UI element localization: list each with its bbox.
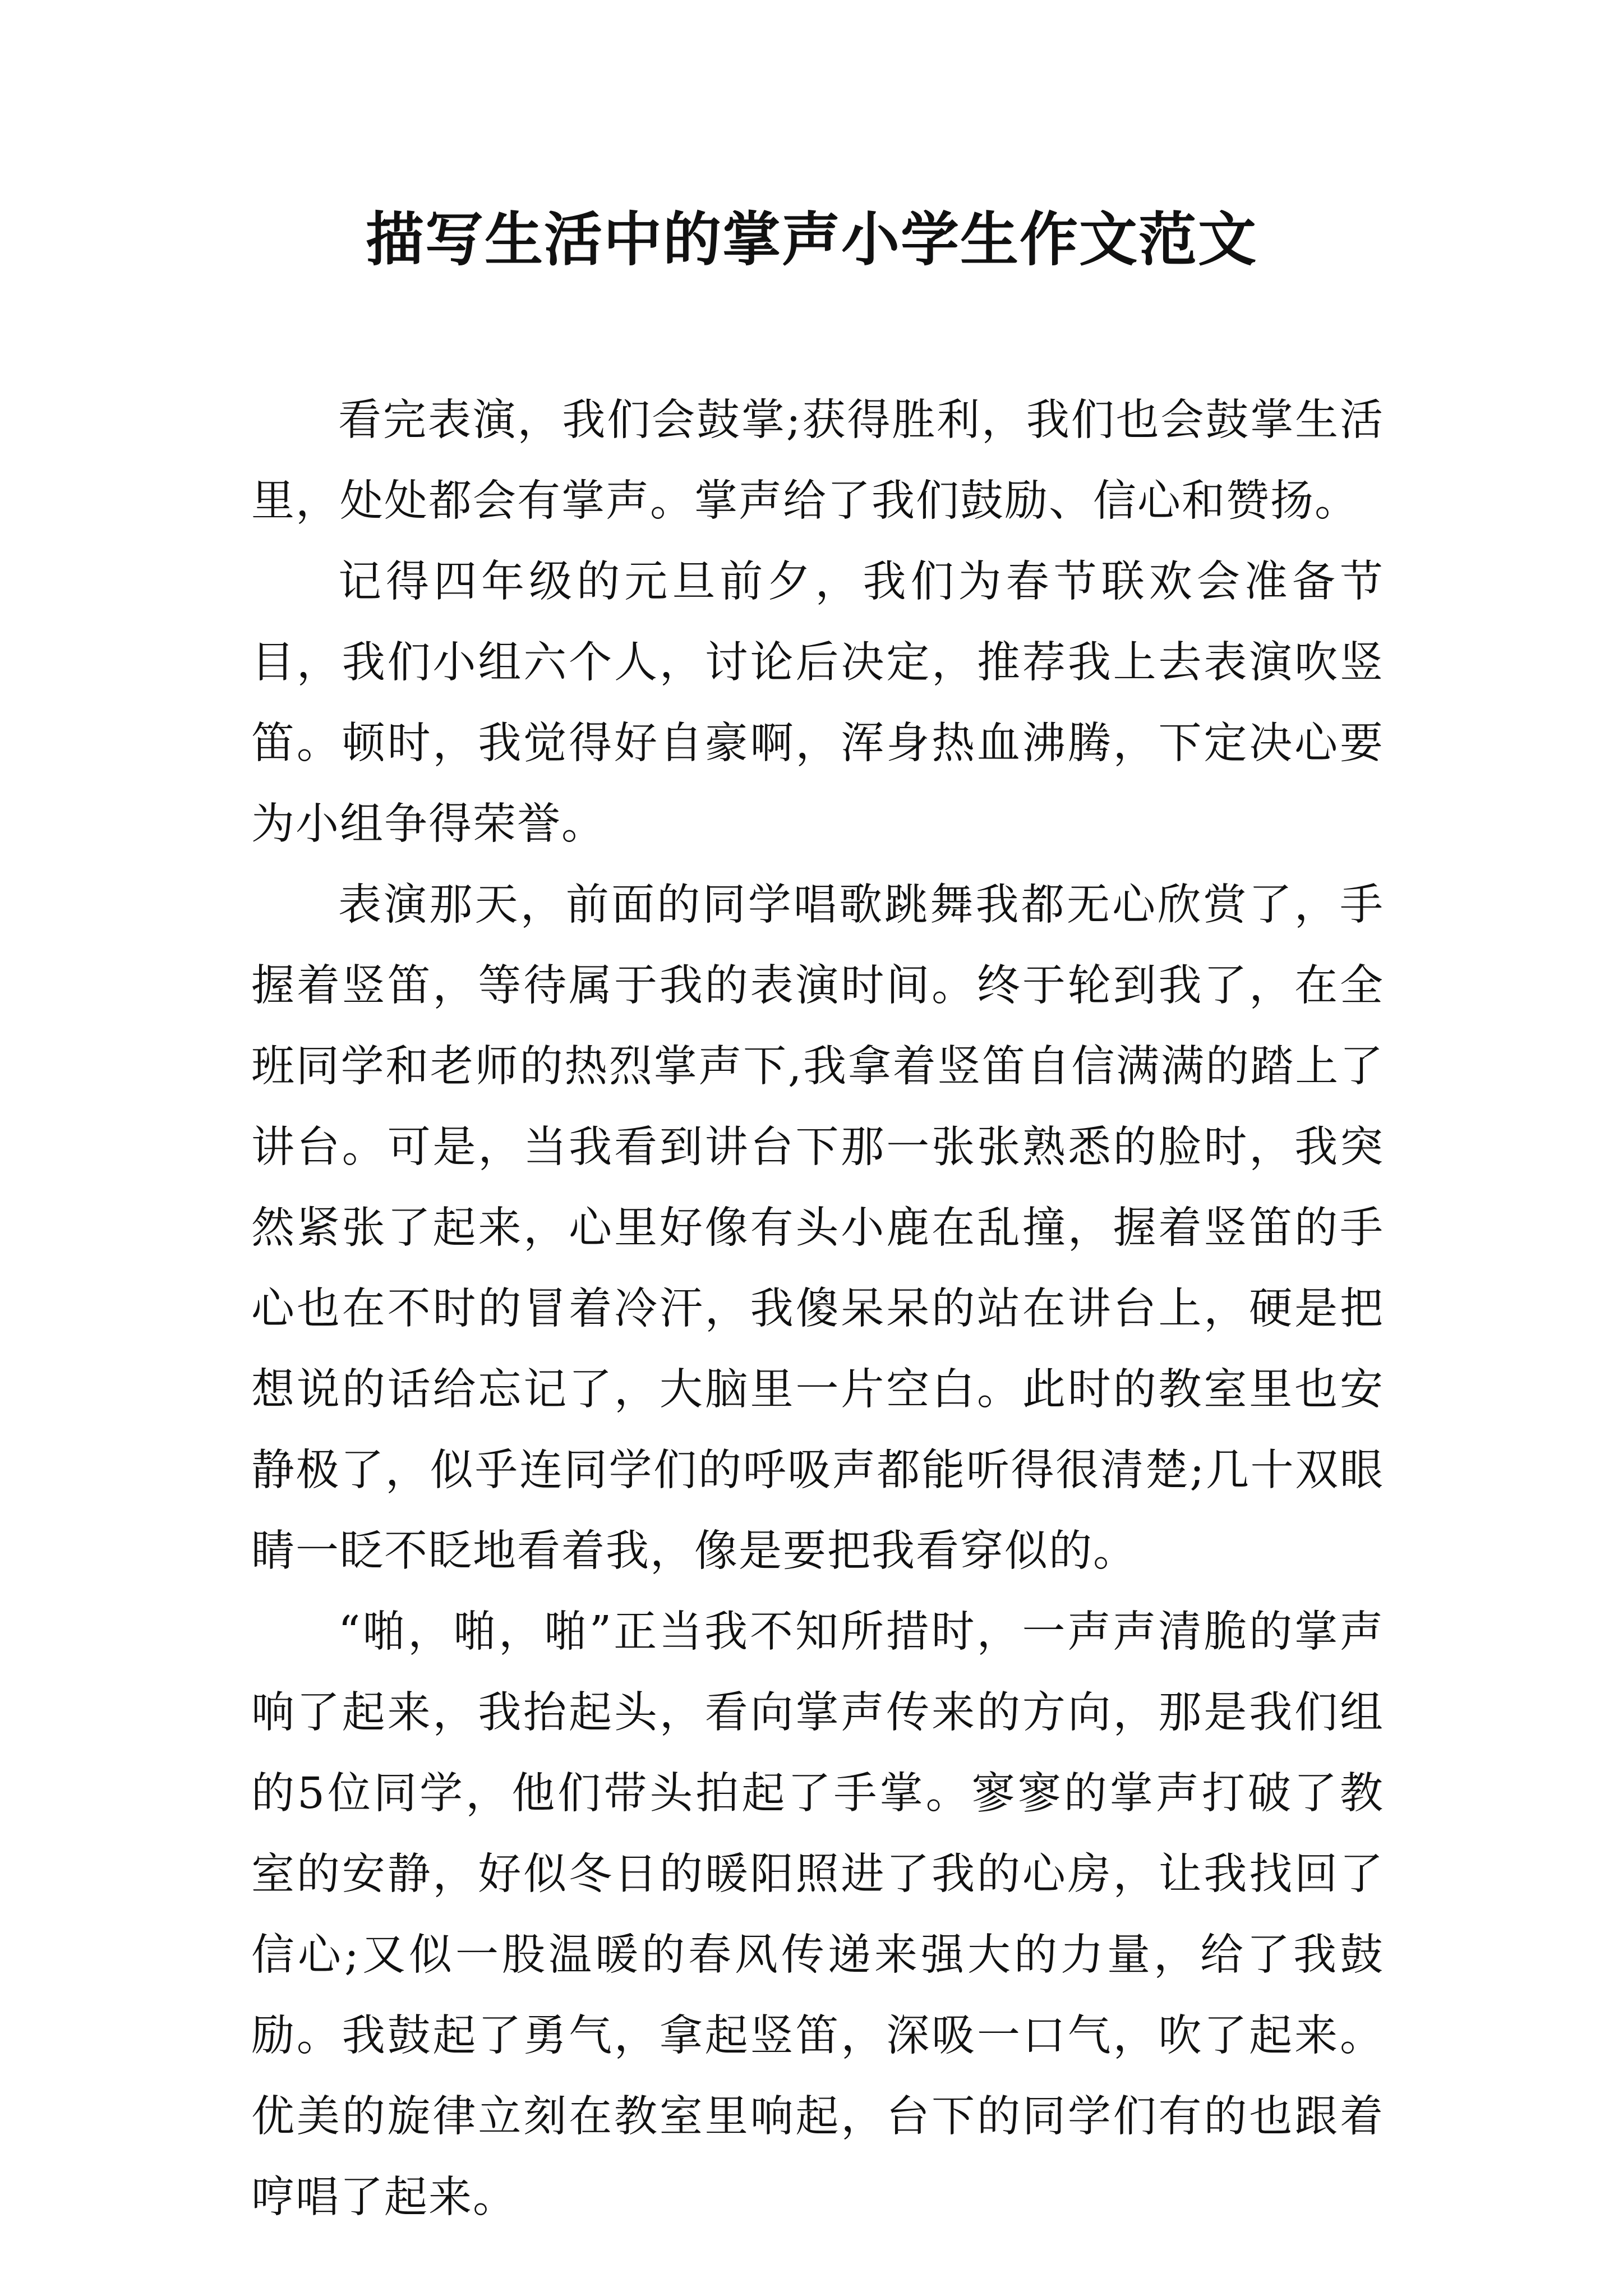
document-body bbox=[251, 380, 1384, 2238]
paragraph-3: 表演那天，前面的同学唱歌跳舞我都无心欣赏了，手握着竖笛，等待属于我的表演时间。终于轮到我了，在全班同学和老师的热烈掌声下,我拿着竖笛自信满满的踏上了讲台。可是，当我看到讲台下那一张张熟悉的脸时，我突然紧张了起来，心里好像有头小鹿在乱撞，握着竖笛的手心也在不时的冒着冷汗，我傻呆呆的站在讲台上，硬是把想说的话给忘记了，大脑里一片空白。此时的教室里也安静极了，似乎连同学们的呼吸声都能听得很清楚;几十双眼睛一眨不眨地看着我，像是要把我看穿似的。 bbox=[251, 880, 1384, 1576]
paragraph-4: “啪，啪，啪”正当我不知所措时，一声声清脆的掌声响了起来，我抬起头，看向掌声传来的方向，那是我们组的5位同学，他们带头拍起了手掌。寥寥的掌声打破了教室的安静，好似冬日的暖阳照进了我的心房，让我找回了信心;又似一股温暖的春风传递来强大的力量，给了我鼓励。我鼓起了勇气，拿起竖笛，深吸一口气，吹了起来。优美的旋律立刻在教室里响起，台下的同学们有的也跟着哼唱了起来。 bbox=[251, 1607, 1384, 2223]
paragraph-2: 记得四年级的元旦前夕，我们为春节联欢会准备节目，我们小组六个人，讨论后决定，推荐我上去表演吹竖笛。顿时，我觉得好自豪啊，浑身热血沸腾，下定决心要为小组争得荣誉。 bbox=[251, 557, 1384, 849]
document-title: 描写生活中的掌声小学生作文范文 bbox=[365, 205, 1257, 274]
paragraph-1: 看完表演，我们会鼓掌;获得胜利，我们也会鼓掌生活里，处处都会有掌声。掌声给了我们鼓励、信心和赞扬。 bbox=[251, 395, 1384, 526]
